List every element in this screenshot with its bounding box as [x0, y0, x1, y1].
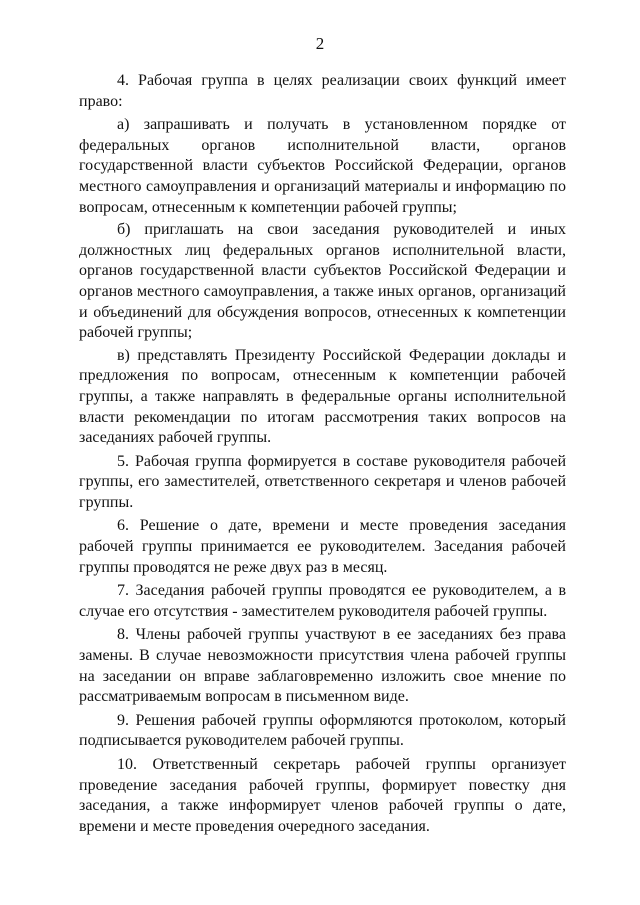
- document-body: [79, 71, 566, 840]
- paragraph-4a: а) запрашивать и получать в установленном порядке от федеральных органов исполнительной власти, органов государственной власти субъектов Российской Федерации, органов местного самоуправления и организаций материалы и информацию по вопросам, отнесенным к компетенции рабочей группы;: [79, 116, 566, 216]
- paragraph-5: 5. Рабочая группа формируется в составе руководителя рабочей группы, его заместителей, ответственного секретаря и членов рабочей группы.: [79, 452, 566, 511]
- paragraph-10: 10. Ответственный секретарь рабочей группы организует проведение заседания рабочей группы, формирует повестку дня заседания, а также информирует членов рабочей группы о дате, времени и месте проведения очередного заседания.: [79, 756, 566, 835]
- paragraph-7: 7. Заседания рабочей группы проводятся ее руководителем, а в случае его отсутствия - заместителем руководителя рабочей группы.: [79, 582, 566, 620]
- paragraph-8: 8. Члены рабочей группы участвуют в ее заседаниях без права замены. В случае невозможности присутствия члена рабочей группы на заседании он вправе заблаговременно изложить свое мнение по рассматриваемым вопросам в письменном виде.: [79, 626, 566, 706]
- paragraph-9: 9. Решения рабочей группы оформляются протоколом, который подписывается руководителем рабочей группы.: [79, 711, 566, 750]
- paragraph-4: 4. Рабочая группа в целях реализации своих функций имеет право:: [79, 72, 566, 110]
- page-number: 2: [315, 34, 325, 53]
- paragraph-4v: в) представлять Президенту Российской Федерации доклады и предложения по вопросам, отнесенным к компетенции рабочей группы, а также направлять в федеральные органы исполнительной власти рекомендации по итогам рассмотрения таких вопросов на заседаниях рабочей группы.: [79, 346, 566, 447]
- paragraph-4b: б) приглашать на свои заседания руководителей и иных должностных лиц федеральных органов исполнительной власти, органов государственной власти субъектов Российской Федерации и органов местного самоуправления, а также иных органов, организаций и объединений для обсуждения вопросов, отнесенных к компетенции рабочей группы;: [79, 221, 566, 342]
- paragraph-6: 6. Решение о дате, времени и месте проведения заседания рабочей группы принимается ее руководителем. Заседания рабочей группы проводятся не реже двух раз в месяц.: [79, 517, 566, 576]
